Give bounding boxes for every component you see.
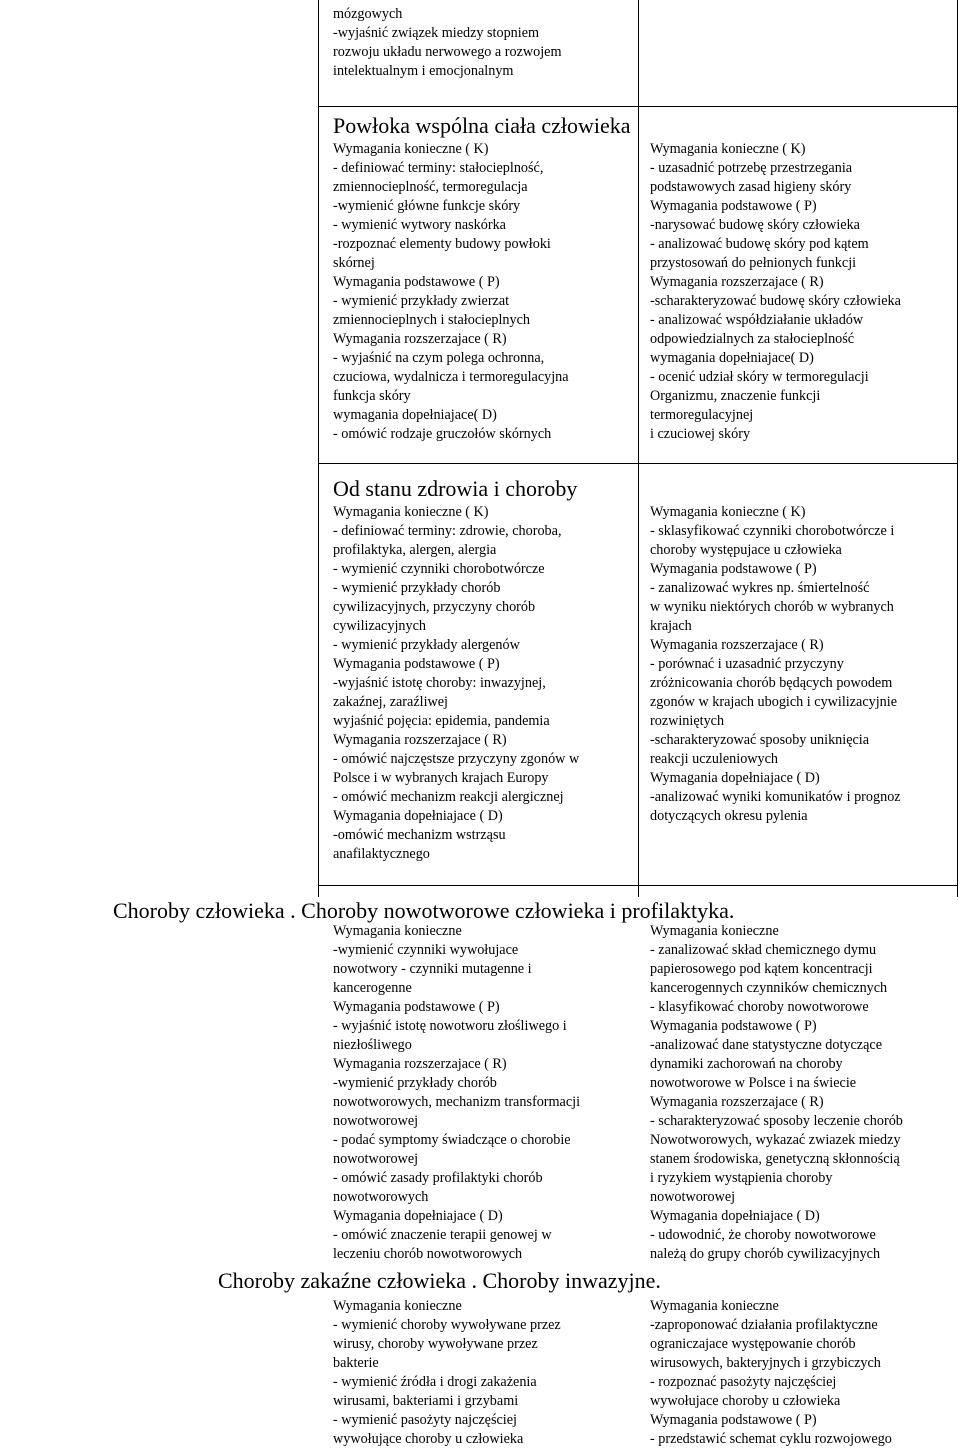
requirement-line: -wymienić czynniki wywołujace — [333, 942, 519, 958]
section3-left-cell — [333, 922, 580, 1264]
requirement-line: -wymienić główne funkcje skóry — [333, 198, 521, 214]
requirement-line: krajach — [650, 618, 692, 634]
section2-right-cell — [650, 503, 901, 826]
requirement-line: -narysować budowę skóry człowieka — [650, 217, 860, 233]
requirement-line: wyjaśnić pojęcia: epidemia, pandemia — [333, 713, 550, 729]
section1-left-cell — [333, 140, 569, 444]
requirement-line: - wyjaśnić na czym polega ochronna, — [333, 350, 545, 366]
requirement-line: -analizować dane statystyczne dotyczące — [650, 1037, 882, 1053]
requirement-line: - przedstawić schemat cyklu rozwojowego — [650, 1431, 892, 1447]
requirement-line: kancerogenne — [333, 980, 412, 996]
requirement-line: i ryzykiem wystąpienia choroby — [650, 1170, 833, 1186]
requirement-line: przystosowań do pełnionych funkcji — [650, 255, 857, 271]
requirement-line: zmiennocieplność, termoregulacja — [333, 179, 528, 195]
requirement-line: - zanalizować wykres np. śmiertelność — [650, 580, 870, 596]
requirement-line: Wymagania konieczne ( K) — [650, 141, 806, 157]
requirement-line: rozwiniętych — [650, 713, 725, 729]
requirement-line: Wymagania rozszerzajace ( R) — [650, 1094, 824, 1110]
requirement-line: intelektualnym i emocjonalnym — [333, 63, 514, 79]
requirement-line: Wymagania podstawowe ( P) — [333, 656, 500, 672]
requirement-line: Wymagania podstawowe ( P) — [650, 1412, 817, 1428]
requirement-line: -wyjaśnić związek miedzy stopniem — [333, 25, 540, 41]
requirement-line: Wymagania rozszerzajace ( R) — [650, 637, 824, 653]
requirement-line: nowotwory - czynniki mutagenne i — [333, 961, 532, 977]
requirement-line: - podać symptomy świadczące o chorobie — [333, 1132, 571, 1148]
requirement-line: nowotworowych, mechanizm transformacji — [333, 1094, 581, 1110]
requirement-line: - wymienić przykłady alergenów — [333, 637, 520, 653]
requirement-line: - omówić rodzaje gruczołów skórnych — [333, 426, 552, 442]
requirement-line: - definiować terminy: stałocieplność, — [333, 160, 544, 176]
requirement-line: -wyjaśnić istotę choroby: inwazyjnej, — [333, 675, 546, 691]
table-column-divider — [638, 0, 639, 897]
requirement-line: Wymagania konieczne — [333, 1298, 462, 1314]
row-divider-2 — [318, 463, 958, 464]
requirement-line: anafilaktycznego — [333, 846, 430, 862]
requirement-line: - wymienić pasożyty najczęściej — [333, 1412, 517, 1428]
requirement-line: Wymagania konieczne ( K) — [333, 141, 489, 157]
requirement-line: nowotworowej — [333, 1151, 419, 1167]
requirement-line: cywilizacyjnych — [333, 618, 426, 634]
requirement-line: - scharakteryzować sposoby leczenie chorób — [650, 1113, 903, 1129]
requirement-line: w wyniku niektórych chorób w wybranych — [650, 599, 894, 615]
requirement-line: -scharakteryzować budowę skóry człowieka — [650, 293, 901, 309]
requirement-line: nowotworowe w Polsce i na świecie — [650, 1075, 857, 1091]
requirement-line: - wyjaśnić istotę nowotworu złośliwego i — [333, 1018, 567, 1034]
requirement-line: niezłośliwego — [333, 1037, 412, 1053]
requirement-line: zróżnicowania chorób będących powodem — [650, 675, 893, 691]
requirement-line: odpowiedzialnych za stałocieplność — [650, 331, 855, 347]
requirement-line: leczeniu chorób nowotworowych — [333, 1246, 523, 1262]
requirement-line: bakterie — [333, 1355, 379, 1371]
section-title-zakazne: Choroby zakaźne człowieka . Choroby inwazyjne. — [218, 1268, 661, 1293]
requirement-line: skórnej — [333, 255, 375, 271]
requirement-line: cywilizacyjnych, przyczyny chorób — [333, 599, 536, 615]
requirement-line: Wymagania podstawowe ( P) — [333, 274, 500, 290]
row-divider-1 — [318, 106, 958, 107]
section2-left-cell — [333, 503, 579, 864]
requirement-line: -scharakteryzować sposoby uniknięcia — [650, 732, 870, 748]
requirement-line: funkcja skóry — [333, 388, 411, 404]
section-title-powloka: Powłoka wspólna ciała człowieka — [333, 113, 631, 138]
requirement-line: - wymienić źródła i drogi zakażenia — [333, 1374, 537, 1390]
requirement-line: zakaźnej, zaraźliwej — [333, 694, 448, 710]
requirement-line: - definiować terminy: zdrowie, choroba, — [333, 523, 562, 539]
requirement-line: - rozpoznać pasożyty najczęściej — [650, 1374, 837, 1390]
requirement-line: wirusy, choroby wywoływane przez — [333, 1336, 538, 1352]
requirement-line: - zanalizować skład chemicznego dymu — [650, 942, 877, 958]
requirement-line: - wymienić choroby wywoływane przez — [333, 1317, 561, 1333]
requirement-line: wirusami, bakteriami i grzybami — [333, 1393, 519, 1409]
requirement-line: Wymagania podstawowe ( P) — [650, 1018, 817, 1034]
requirement-line: - ocenić udział skóry w termoregulacji — [650, 369, 869, 385]
requirement-line: -rozpoznać elementy budowy powłoki — [333, 236, 551, 252]
requirement-line: dynamiki zachorowań na choroby — [650, 1056, 843, 1072]
requirement-line: Wymagania konieczne ( K) — [333, 504, 489, 520]
section4-right-cell — [650, 1297, 892, 1449]
requirement-line: - porównać i uzasadnić przyczyny — [650, 656, 844, 672]
requirement-line: -omówić mechanizm wstrząsu — [333, 827, 506, 843]
requirement-line: - wymienić czynniki chorobotwórcze — [333, 561, 545, 577]
requirement-line: wywołujace choroby u człowieka — [650, 1393, 841, 1409]
requirement-line: Wymagania konieczne — [650, 923, 779, 939]
requirement-line: - analizować budowę skóry pod kątem — [650, 236, 869, 252]
requirement-line: Wymagania podstawowe ( P) — [650, 198, 817, 214]
requirement-line: i czuciowej skóry — [650, 426, 751, 442]
requirement-line: nowotworowej — [650, 1189, 736, 1205]
requirement-line: Wymagania dopełniajace ( D) — [650, 1208, 820, 1224]
requirement-line: wymagania dopełniajace( D) — [650, 350, 814, 366]
requirement-line: Wymagania rozszerzajace ( R) — [333, 331, 507, 347]
section3-right-cell — [650, 922, 903, 1264]
requirement-line: - omówić zasady profilaktyki chorób — [333, 1170, 543, 1186]
requirement-line: -analizować wyniki komunikatów i prognoz — [650, 789, 901, 805]
requirement-line: - wymienić wytwory naskórka — [333, 217, 506, 233]
requirement-line: -zaproponować działania profilaktyczne — [650, 1317, 878, 1333]
requirement-line: - omówić mechanizm reakcji alergicznej — [333, 789, 564, 805]
requirement-line: czuciowa, wydalnicza i termoregulacyjna — [333, 369, 569, 385]
requirement-line: rozwoju układu nerwowego a rozwojem — [333, 44, 562, 60]
requirement-line: Wymagania rozszerzajace ( R) — [333, 732, 507, 748]
section-title-zdrowie: Od stanu zdrowia i choroby — [333, 476, 578, 501]
requirement-line: zgonów w krajach ubogich i cywilizacyjnie — [650, 694, 898, 710]
requirement-line: - wymienić przykłady chorób — [333, 580, 501, 596]
requirement-line: stanem środowiska, genetyczną skłonnością — [650, 1151, 900, 1167]
requirement-line: Polsce i w wybranych krajach Europy — [333, 770, 549, 786]
requirement-line: -wymienić przykłady chorób — [333, 1075, 497, 1091]
table-border-right — [957, 0, 958, 897]
requirement-line: Wymagania konieczne — [650, 1298, 779, 1314]
requirement-line: Wymagania konieczne ( K) — [650, 504, 806, 520]
row-divider-3 — [318, 885, 958, 886]
requirement-line: - udowodnić, że choroby nowotworowe — [650, 1227, 876, 1243]
requirement-line: Wymagania dopełniajace ( D) — [650, 770, 820, 786]
requirement-line: papierosowego pod kątem koncentracji — [650, 961, 873, 977]
requirement-line: wirusowych, bakteryjnych i grzybiczych — [650, 1355, 881, 1371]
requirement-line: - sklasyfikować czynniki chorobotwórcze i — [650, 523, 895, 539]
requirement-line: Wymagania rozszerzajace ( R) — [333, 1056, 507, 1072]
requirement-line: kancerogennych czynników chemicznych — [650, 980, 888, 996]
requirement-line: ograniczajace występowanie chorób — [650, 1336, 856, 1352]
requirement-line: zmiennocieplnych i stałocieplnych — [333, 312, 530, 328]
requirement-line: Wymagania rozszerzajace ( R) — [650, 274, 824, 290]
requirement-line: Wymagania podstawowe ( P) — [333, 999, 500, 1015]
requirement-line: - wymienić przykłady zwierzat — [333, 293, 510, 309]
requirement-line: termoregulacyjnej — [650, 407, 754, 423]
section1-right-cell — [650, 140, 901, 444]
requirement-line: wymagania dopełniajace( D) — [333, 407, 497, 423]
requirement-line: Organizmu, znaczenie funkcji — [650, 388, 821, 404]
table-border-left — [318, 0, 319, 897]
requirement-line: wywołujące choroby u człowieka — [333, 1431, 524, 1447]
requirement-line: - omówić najczęstsze przyczyny zgonów w — [333, 751, 580, 767]
requirement-line: dotyczących okresu pylenia — [650, 808, 808, 824]
requirement-line: - omówić znaczenie terapii genowej w — [333, 1227, 552, 1243]
requirement-line: Wymagania konieczne — [333, 923, 462, 939]
row0-left-cell — [333, 5, 562, 81]
requirement-line: Nowotworowych, wykazać zwiazek miedzy — [650, 1132, 901, 1148]
requirement-line: Wymagania podstawowe ( P) — [650, 561, 817, 577]
requirement-line: mózgowych — [333, 6, 403, 22]
requirement-line: nowotworowej — [333, 1113, 419, 1129]
requirement-line: Wymagania dopełniajace ( D) — [333, 808, 503, 824]
requirement-line: - analizować współdziałanie układów — [650, 312, 864, 328]
section-title-nowotwory: Choroby człowieka . Choroby nowotworowe człowieka i profilaktyka. — [113, 898, 735, 923]
requirement-line: należą do grupy chorób cywilizacyjnych — [650, 1246, 881, 1262]
requirement-line: - uzasadnić potrzebę przestrzegania — [650, 160, 853, 176]
requirement-line: choroby występujace u człowieka — [650, 542, 842, 558]
requirement-line: profilaktyka, alergen, alergia — [333, 542, 497, 558]
requirement-line: - klasyfikować choroby nowotworowe — [650, 999, 869, 1015]
requirement-line: nowotworowych — [333, 1189, 429, 1205]
requirement-line: podstawowych zasad higieny skóry — [650, 179, 852, 195]
section4-left-cell — [333, 1297, 561, 1449]
requirement-line: Wymagania dopełniajace ( D) — [333, 1208, 503, 1224]
requirement-line: reakcji uczuleniowych — [650, 751, 779, 767]
